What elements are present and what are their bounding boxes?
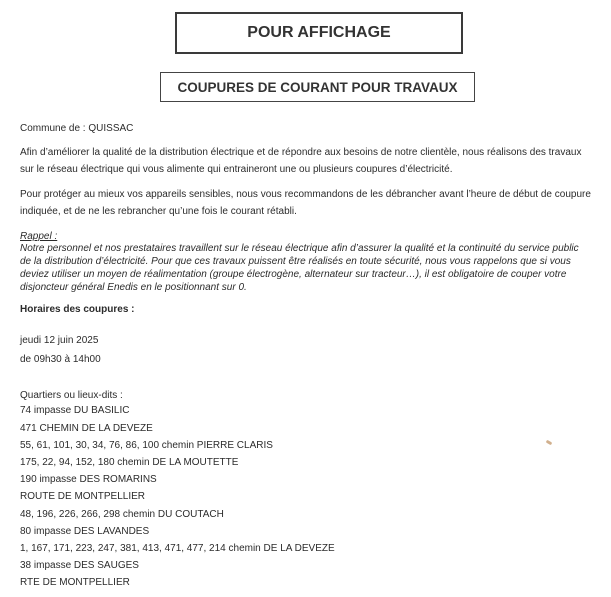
reminder-line-3: deviez utiliser un moyen de réalimentation (groupe électrogène, alternateur sur tracteur…), il est obligatoire de couper votre bbox=[20, 268, 567, 280]
location-item: 38 impasse DES SAUGES bbox=[20, 560, 139, 572]
reminder-label: Rappel : bbox=[20, 230, 58, 242]
location-item: ROUTE DE MONTPELLIER bbox=[20, 491, 146, 503]
subtitle-box bbox=[160, 72, 475, 102]
reminder-line-2: de la distribution d’électricité. Pour que ces travaux puissent être réalisés en toute sécurité, nous vous rappelons que si vous bbox=[20, 255, 571, 267]
location-item: 55, 61, 101, 30, 34, 76, 86, 100 chemin PIERRE CLARIS bbox=[20, 439, 273, 451]
intro-line-2: sur le réseau électrique qui vous alimente qui entraineront une ou plusieurs coupures d’électricité. bbox=[20, 163, 453, 175]
advice-line-1: Pour protéger au mieux vos appareils sensibles, nous vous recommandons de les débrancher avant l’heure de début de coupure bbox=[20, 188, 591, 200]
commune-label: Commune de : bbox=[20, 122, 86, 134]
advice-line-2: indiquée, et de ne les rebrancher qu’une fois le courant rétabli. bbox=[20, 205, 297, 217]
page-subtitle: COUPURES DE COURANT POUR TRAVAUX bbox=[177, 79, 458, 95]
location-item: 190 impasse DES ROMARINS bbox=[20, 474, 157, 486]
schedule-date: jeudi 12 juin 2025 bbox=[20, 334, 99, 346]
location-item: RTE DE MONTPELLIER bbox=[20, 577, 130, 589]
commune-line bbox=[20, 122, 133, 135]
intro-line-1: Afin d’améliorer la qualité de la distribution électrique et de répondre aux besoins de notre clientèle, nous réalisons des travaux bbox=[20, 146, 582, 158]
reminder-line-4: disjoncteur général Enedis en le positionnant sur 0. bbox=[20, 281, 247, 293]
location-item: 175, 22, 94, 152, 180 chemin DE LA MOUTETTE bbox=[20, 457, 239, 468]
location-item: 74 impasse DU BASILIC bbox=[20, 405, 130, 417]
location-item: 471 CHEMIN DE LA DEVEZE bbox=[20, 422, 153, 434]
schedule-time: de 09h30 à 14h00 bbox=[20, 353, 101, 365]
page-title: POUR AFFICHAGE bbox=[247, 24, 391, 41]
scan-speck bbox=[546, 440, 553, 446]
title-box bbox=[175, 12, 463, 54]
location-item: 80 impasse DES LAVANDES bbox=[20, 525, 150, 537]
schedule-heading: Horaires des coupures : bbox=[20, 303, 135, 315]
locations-heading: Quartiers ou lieux-dits : bbox=[20, 389, 123, 401]
commune-value: QUISSAC bbox=[88, 122, 134, 134]
location-item: 48, 196, 226, 266, 298 chemin DU COUTACH bbox=[20, 508, 224, 520]
location-item: 1, 167, 171, 223, 247, 381, 413, 471, 477, 214 chemin DE LA DEVEZE bbox=[20, 543, 335, 554]
reminder-line-1: Notre personnel et nos prestataires travaillent sur le réseau électrique afin d’assurer la qualité et la continuité du service public bbox=[20, 242, 579, 254]
